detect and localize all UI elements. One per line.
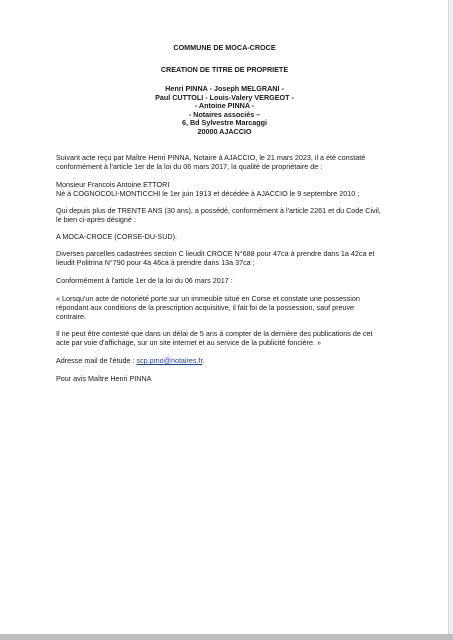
notaries-block (0, 85, 449, 137)
text-line: conformément à l'article 1er de la loi du 06 mars 2017, la qualité de propriétaire de : (56, 161, 323, 171)
text-line: Suivant acte reçu par Maître Henri PINNA, Notaire à AJACCIO, le 21 mars 2023, il a été constaté (56, 153, 366, 162)
text-line: Diverses parcelles cadastrées section C lieudit CROCE N°688 pour 47ca à prendre dans 1a 42ca et (56, 249, 375, 258)
possession-paragraph (56, 207, 396, 225)
location-paragraph: A MOCA-CROCE (CORSE-DU-SUD). (56, 232, 177, 241)
notaries-line: - Antoine PINNA - (194, 101, 255, 111)
text-line: Qui depuis plus de TRENTE ANS (30 ans), a possédé, conformément à l'article 2261 et du Code Civil, (56, 206, 381, 215)
address-line: 6, Bd Sylvestre Marcaggi (181, 118, 268, 128)
text-line: acte par voie d'affichage, sur un site internet et au service de la publicité foncière. » (56, 337, 321, 347)
text-line: répondant aux conditions de la prescription acquisitive, il fait foi de la possession, sauf preuve (56, 302, 355, 312)
text-line: lieudit Politrina N°790 pour 4a 46ca à prendre dans 13a 37ca ; (56, 257, 255, 267)
text-line: contraire. (56, 311, 86, 321)
commune-heading: COMMUNE DE MOCA-CROCE (173, 43, 276, 52)
contest-delay-paragraph (56, 330, 396, 348)
intro-paragraph (56, 154, 396, 172)
page-edge-shadow (449, 0, 453, 634)
viewer-bottom-bar (0, 634, 453, 640)
notaries-line: Henri PINNA - Joseph MELGRANI - (165, 84, 284, 93)
parcels-paragraph (56, 250, 396, 268)
email-link[interactable]: scp.pmo@notaires.fr (136, 356, 203, 365)
notaries-line: - Notaires associés – (188, 109, 261, 119)
signoff: Pour avis Maître Henri PINNA (56, 374, 152, 383)
law-quote-paragraph (56, 295, 396, 322)
text-line: « Lorsqu'un acte de notoriété porte sur un immeuble situé en Corse et constate une possession (56, 294, 360, 303)
owner-birth-death: Né à COGNOCOLI-MONTICCHI le 1er juin 1913 et décédée à AJACCIO le 9 septembre 2010 ; (56, 188, 360, 198)
notaries-line: Paul CUTTOLI - Louis-Valery VERGEOT - (155, 92, 294, 102)
document-title: CREATION DE TITRE DE PROPRIETE (160, 65, 289, 74)
owner-name: Monsieur Francois Antoine ETTORI (56, 180, 170, 189)
email-suffix: . (202, 356, 205, 365)
text-line: Il ne peut être contesté que dans un délai de 5 ans à compter de la dernière des publications de cet (56, 329, 373, 338)
email-label: Adresse mail de l'étude : (56, 356, 137, 365)
city-line: 20000 AJACCIO (197, 126, 252, 136)
email-paragraph (56, 357, 396, 366)
text-line: le bien ci-après désigné : (56, 214, 136, 224)
owner-paragraph (56, 181, 396, 199)
article-paragraph: Conformément à l'article 1er de la loi du 06 mars 2017 : (56, 276, 233, 285)
